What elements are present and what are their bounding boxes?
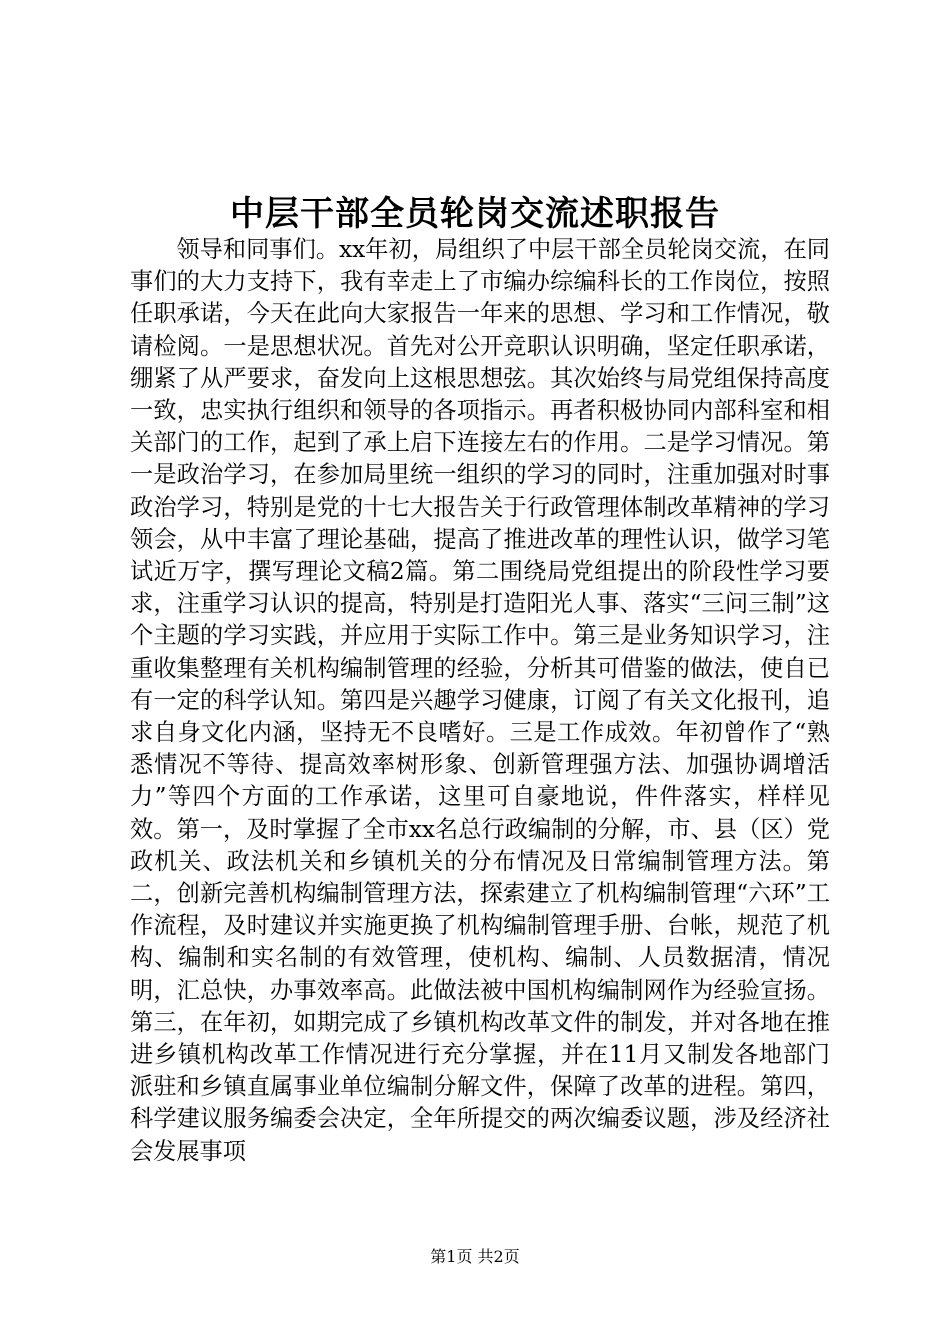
document-title: 中层干部全员轮岗交流述职报告 xyxy=(230,194,720,234)
document-body-paragraph: 领导和同事们。xx年初，局组织了中层干部全员轮岗交流，在同事们的大力支持下，我有幸走上了市编办综编科长的工作岗位，按照任职承诺，今天在此向大家报告一年来的思想、学习和工作情况，敬请检阅。一是思想状况。首先对公开竞职认识明确，坚定任职承诺，绷紧了从严要求，奋发向上这根思想弦。其次始终与局党组保持高度一致，忠实执行组织和领导的各项指示。再者积极协同内部科室和相关部门的工作，起到了承上启下连接左右的作用。二是学习情况。第一是政治学习，在参加局里统一组织的学习的同时，注重加强对时事政治学习，特别是党的十七大报告关于行政管理体制改革精神的学习领会，从中丰富了理论基础，提高了推进改革的理性认识，做学习笔试近万字，撰写理论文稿2篇。第二围绕局党组提出的阶段性学习要求，注重学习认识的提高，特别是打造阳光人事、落实“三问三制”这个主题的学习实践，并应用于实际工作中。第三是业务知识学习，注重收集整理有关机构编制管理的经验，分析其可借鉴的做法，使自已有一定的科学认知。第四是兴趣学习健康，订阅了有关文化报刊，追求自身文化内涵，坚持无不良嗜好。三是工作成效。年初曾作了“熟悉情况不等待、提高效率树形象、创新管理强方法、加强协调增活力”等四个方面的工作承诺，这里可自豪地说，件件落实，样样见效。第一，及时掌握了全市xx名总行政编制的分解，市、县（区）党政机关、政法机关和乡镇机关的分布情况及日常编制管理方法。第二，创新完善机构编制管理方法，探索建立了机构编制管理“六环”工作流程，及时建议并实施更换了机构编制管理手册、台帐，规范了机构、编制和实名制的有效管理，使机构、编制、人员数据清，情况明，汇总快，办事效率高。此做法被中国机构编制网作为经验宣扬。第三，在年初，如期完成了乡镇机构改革文件的制发，并对各地在推进乡镇机构改革工作情况进行充分掌握，并在11月又制发各地部门派驻和乡镇直属事业单位编制分解文件，保障了改革的进程。第四，科学建议服务编委会决定，全年所提交的两次编委议题，涉及经济社会发展事项 xyxy=(130,236,830,1165)
page-number-footer: 第1页 共2页 xyxy=(430,1247,520,1266)
